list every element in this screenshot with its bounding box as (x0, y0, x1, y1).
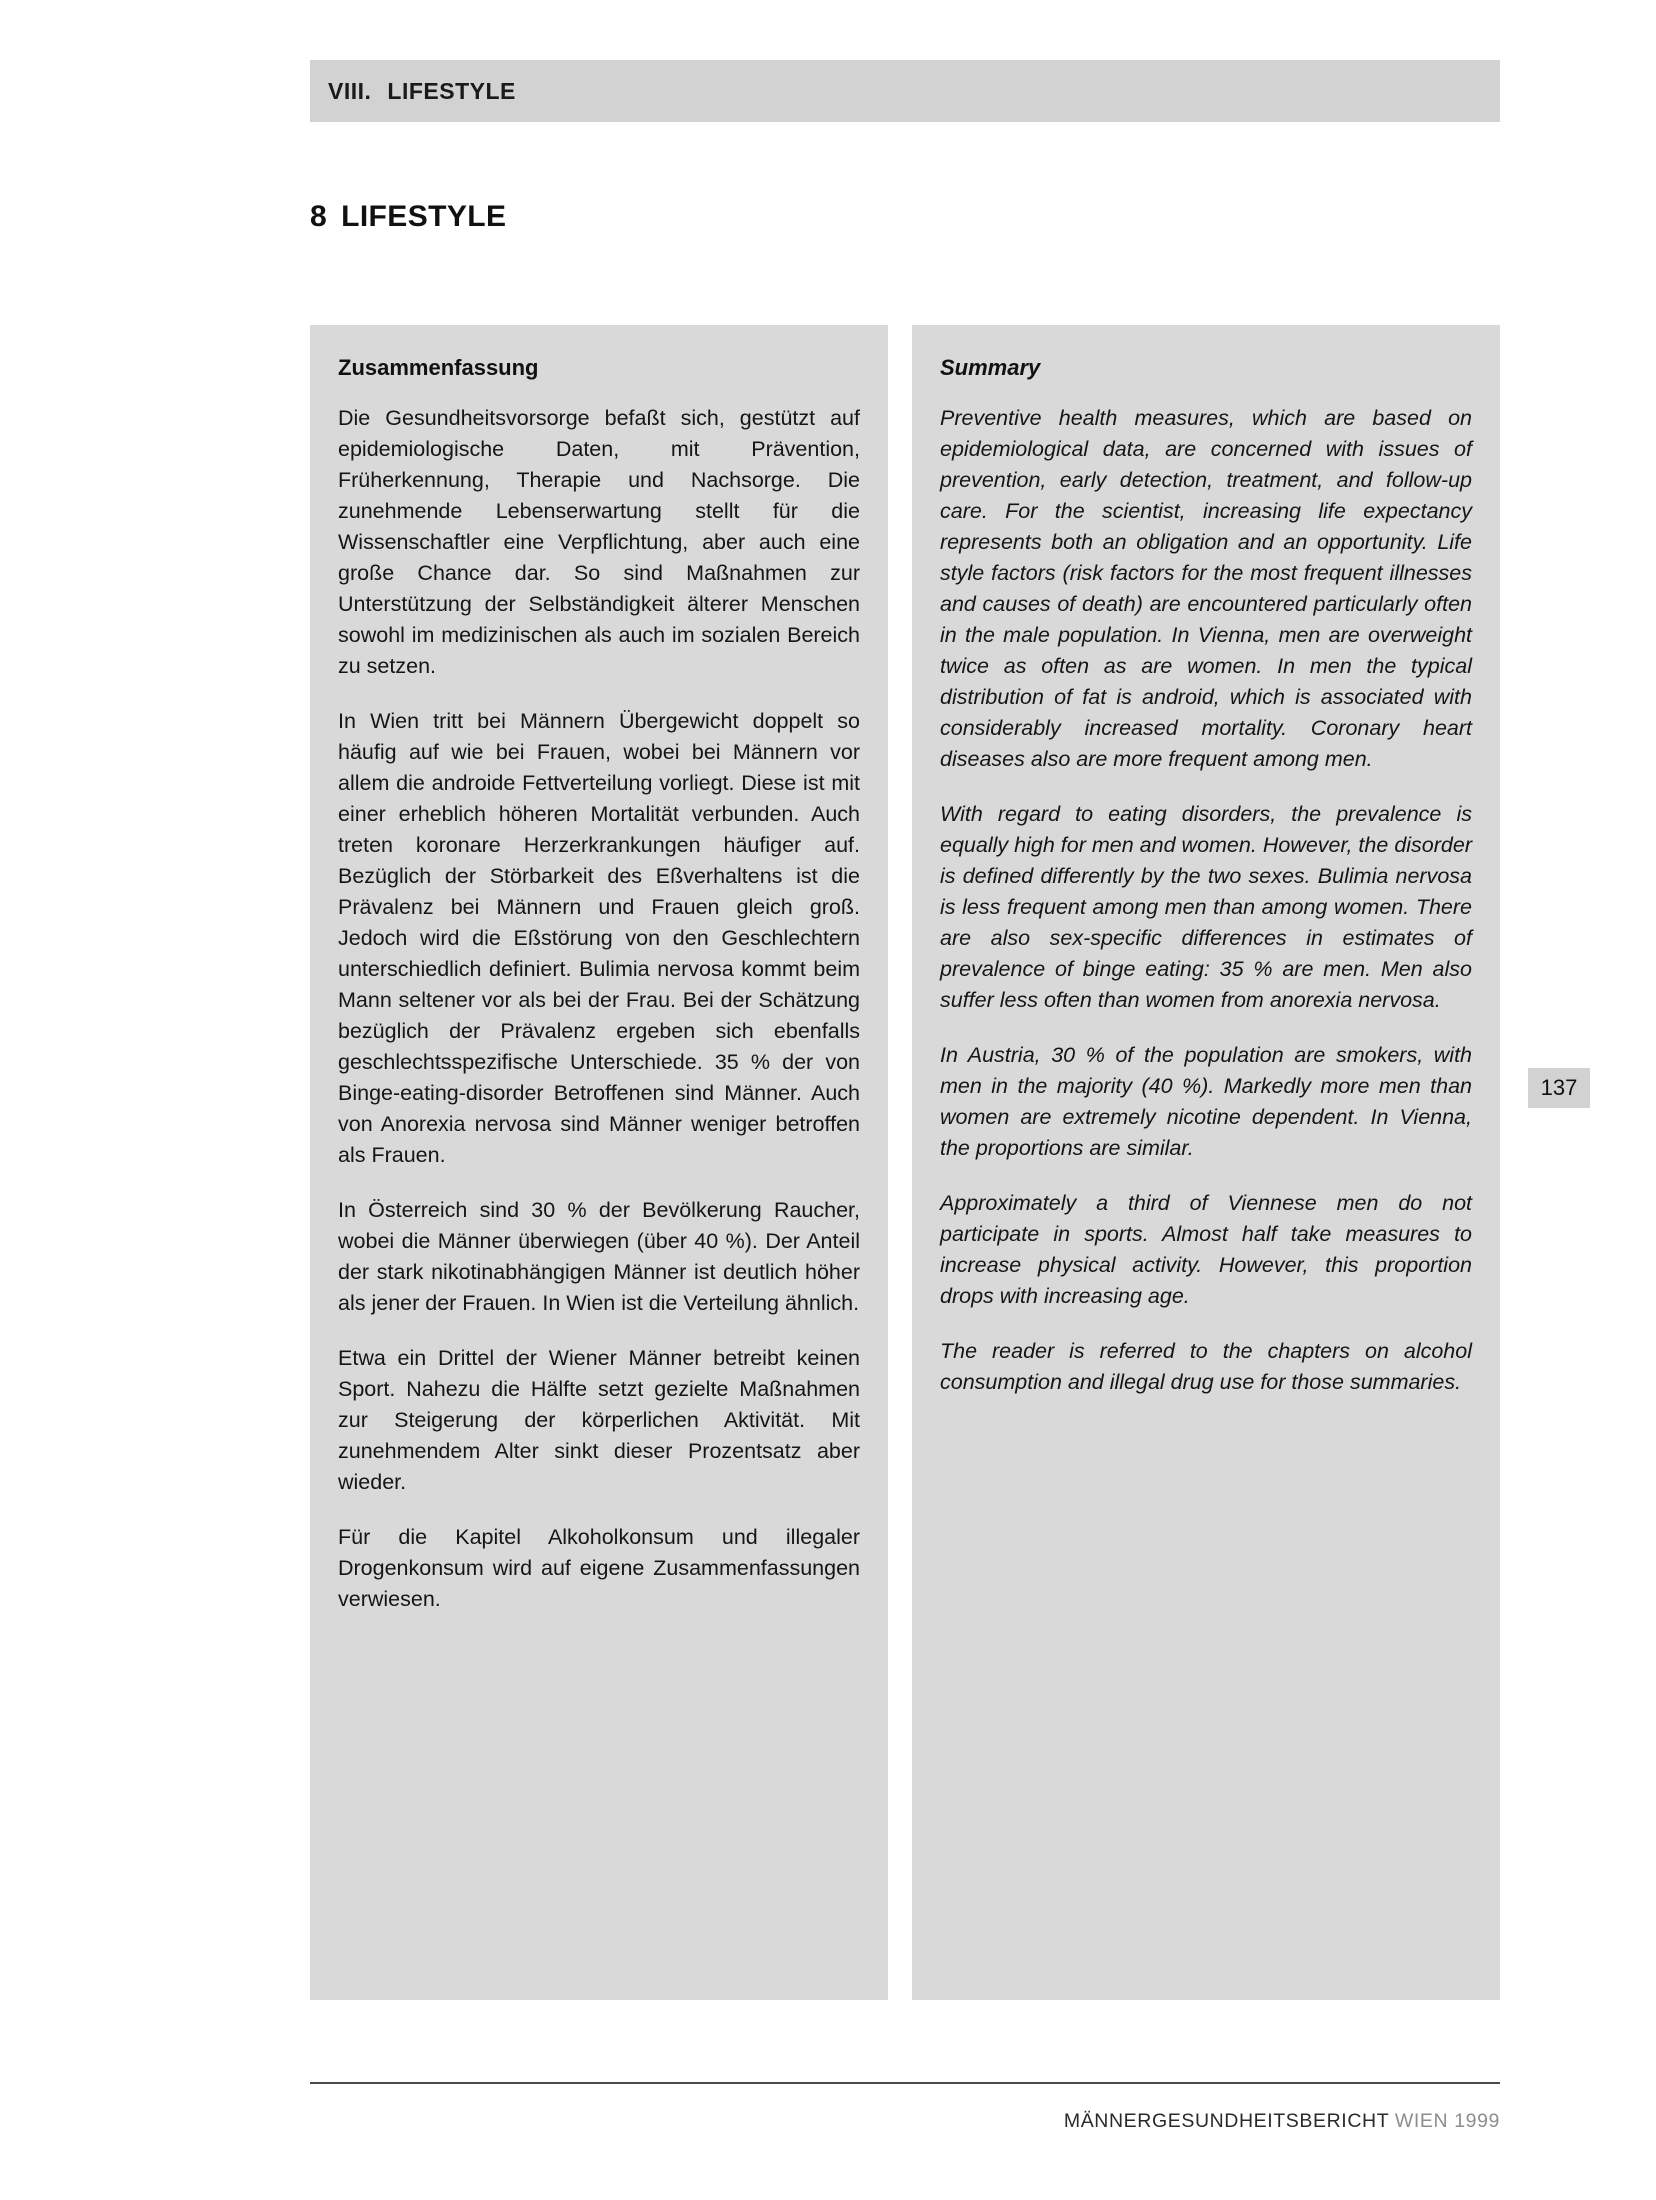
summary-paragraph: With regard to eating disorders, the prevalence is equally high for men and women. However, the disorder is defined differently by the two sexes. Bulimia nervosa is less frequent among men than among women. There are also sex-specific differences in estimates of prevalence of binge eating: 35 % are men. Men also suffer less often than women from anorexia nervosa. (940, 802, 1472, 1012)
footer-divider (310, 2082, 1500, 2084)
page-number-tab: 137 (1528, 1068, 1590, 1108)
summary-paragraph: Approximately a third of Viennese men do not participate in sports. Almost half take measures to increase physical activity. However, this proportion drops with increasing age. (940, 1191, 1472, 1308)
summary-paragraph: In Austria, 30 % of the population are smokers, with men in the majority (40 %). Markedly more men than women are extremely nicotine dependent. In Vienna, the proportions are similar. (940, 1043, 1472, 1160)
running-header-title: LIFESTYLE (387, 77, 516, 104)
summary-paragraph: In Wien tritt bei Männern Übergewicht doppelt so häufig auf wie bei Frauen, wobei bei Männern vor allem die androide Fettverteilung vorliegt. Diese ist mit einer erheblich höheren Mortalität verbunden. Auch treten koronare Herzerkrankungen häufiger auf. Bezüglich der Störbarkeit des Eßverhaltens ist die Prävalenz bei Männern und Frauen gleich groß. Jedoch wird die Eßstörung von den Geschlechtern unterschiedlich definiert. Bulimia nervosa kommt beim Mann seltener vor als bei der Frau. Bei der Schätzung bezüglich der Prävalenz ergeben sich ebenfalls geschlechtsspezifische Unterschiede. 35 % der von Binge-eating-disorder Betroffenen sind Männer. Auch von Anorexia nervosa sind Männer weniger betroffen als Frauen. (338, 709, 860, 1167)
summary-paragraph: Die Gesundheitsvorsorge befaßt sich, gestützt auf epidemiologische Daten, mit Prävention, Früherkennung, Therapie und Nachsorge. Die zunehmende Lebenserwartung stellt für die Wissenschaftler eine Verpflichtung, aber auch eine große Chance dar. So sind Maßnahmen zur Unterstützung der Selbständigkeit älterer Menschen sowohl im medizinischen als auch im sozialen Bereich zu setzen. (338, 406, 860, 678)
chapter-number: 8 (310, 200, 328, 233)
footer-place-year: WIEN 1999 (1394, 2110, 1500, 2132)
summary-paragraph: Für die Kapitel Alkoholkonsum und illegaler Drogenkonsum wird auf eigene Zusammenfassungen verwiesen. (338, 1525, 860, 1611)
running-header (310, 60, 1500, 122)
summary-paragraph: The reader is referred to the chapters on alcohol consumption and illegal drug use for those summaries. (940, 1339, 1472, 1394)
summary-heading-german: Zusammenfassung (338, 355, 539, 380)
running-header-number: VIII. (328, 77, 372, 104)
footer (1064, 2110, 1500, 2133)
running-header-text (310, 78, 516, 105)
summary-paragraph: Preventive health measures, which are based on epidemiological data, are concerned with issues of prevention, early detection, treatment, and follow-up care. For the scientist, increasing life expectancy represents both an obligation and an opportunity. Life style factors (risk factors for the most frequent illnesses and causes of death) are encountered particularly often in the male population. In Vienna, men are overweight twice as often as are women. In men the typical distribution of fat is android, which is associated with considerably increased mortality. Coronary heart diseases also are more frequent among men. (940, 406, 1472, 771)
footer-title: MÄNNERGESUNDHEITSBERICHT (1063, 2110, 1389, 2132)
summary-box-german (310, 325, 888, 2000)
page-title (310, 200, 506, 234)
summary-heading-english: Summary (940, 355, 1041, 380)
chapter-title-text: LIFESTYLE (341, 200, 507, 233)
summary-box-english (912, 325, 1500, 2000)
summary-paragraph: In Österreich sind 30 % der Bevölkerung Raucher, wobei die Männer überwiegen (über 40 %). Der Anteil der stark nikotinabhängigen Männer ist deutlich höher als jener der Frauen. In Wien ist die Verteilung ähnlich. (338, 1198, 860, 1315)
summary-paragraph: Etwa ein Drittel der Wiener Männer betreibt keinen Sport. Nahezu die Hälfte setzt gezielte Maßnahmen zur Steigerung der körperlichen Aktivität. Mit zunehmendem Alter sinkt dieser Prozentsatz aber wieder. (338, 1346, 860, 1494)
